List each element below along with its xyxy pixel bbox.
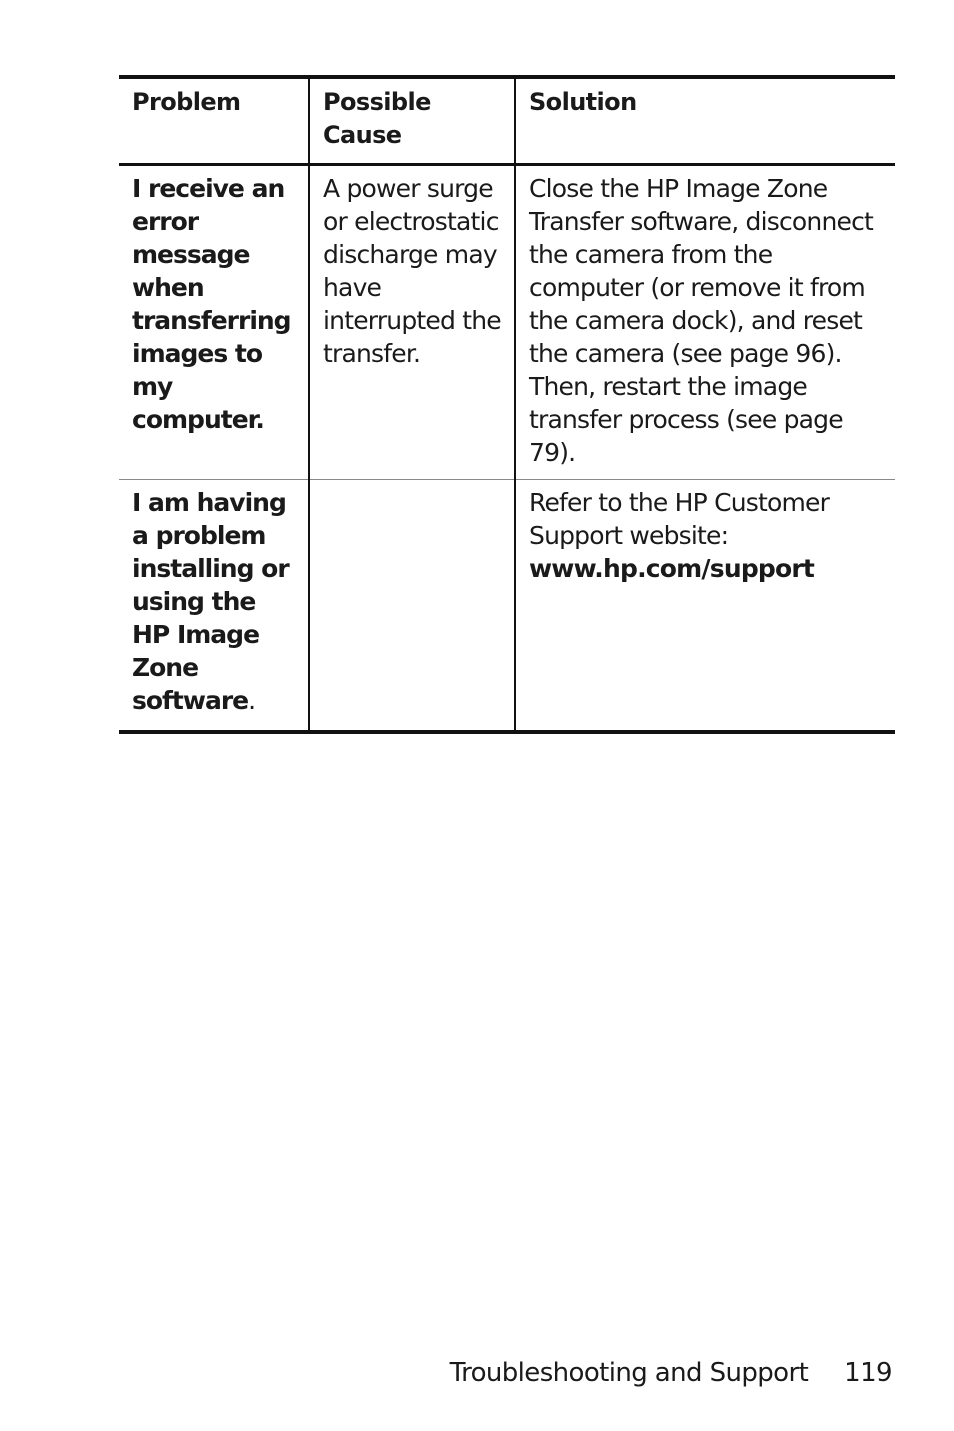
problem-cell bbox=[119, 165, 309, 480]
solution-cell bbox=[515, 480, 895, 733]
problem-cell bbox=[119, 480, 309, 733]
header-solution: Solution bbox=[515, 77, 895, 165]
solution-cell bbox=[515, 165, 895, 480]
problem-text: I receive an error message when transferring images to my computer. bbox=[132, 174, 291, 434]
page-footer bbox=[450, 1355, 892, 1391]
table-header-row bbox=[119, 77, 895, 165]
cause-cell bbox=[309, 480, 515, 733]
problem-text: I am having a problem installing or using the HP Image Zone software bbox=[132, 488, 289, 715]
header-possible-cause: Possible Cause bbox=[309, 77, 515, 165]
problem-suffix: . bbox=[248, 686, 256, 715]
footer-section-title: Troubleshooting and Support bbox=[449, 1358, 809, 1388]
header-problem: Problem bbox=[119, 77, 309, 165]
page-number: 119 bbox=[844, 1358, 892, 1388]
solution-text: Refer to the HP Customer Support website: bbox=[529, 488, 830, 550]
solution-text: Close the HP Image Zone Transfer software, disconnect the camera from the computer (or remove it from the camera dock), and reset the camera (see page 96). Then, restart the image transfer process (see page 79). bbox=[529, 174, 874, 467]
table-row bbox=[119, 165, 895, 480]
troubleshooting-table bbox=[119, 75, 895, 734]
support-link: www.hp.com/support bbox=[529, 554, 815, 583]
cause-cell: A power surge or electrostatic discharge may have interrupted the transfer. bbox=[309, 165, 515, 480]
table-row bbox=[119, 480, 895, 733]
